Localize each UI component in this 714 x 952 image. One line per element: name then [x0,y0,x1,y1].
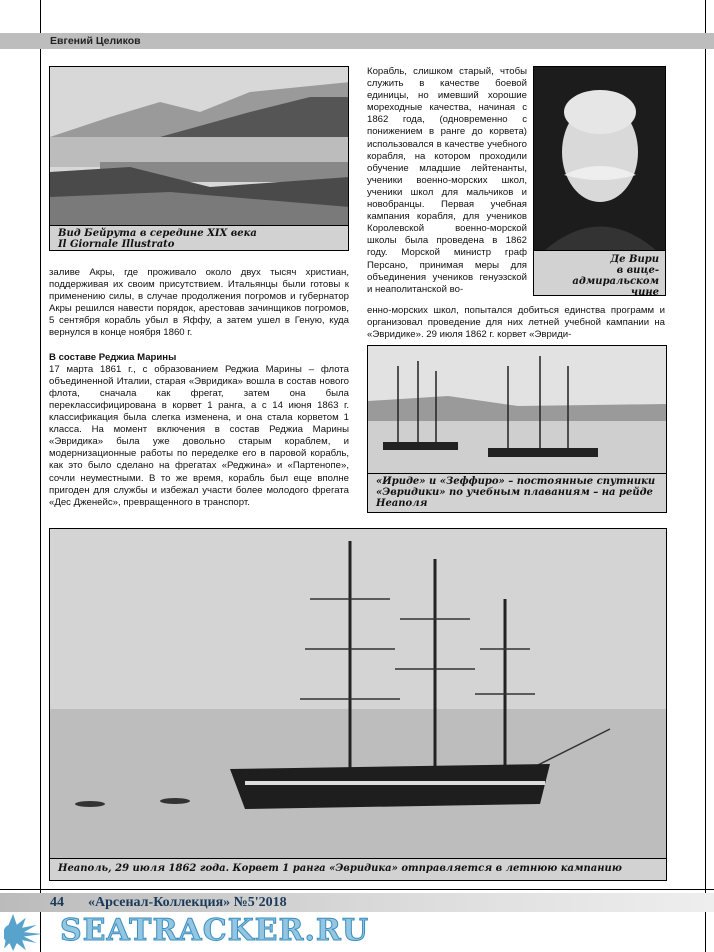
beirut-engraving-image [50,67,349,227]
figure-beirut [49,66,349,251]
footer-rule [0,889,714,890]
ships-at-anchor-image [368,346,667,474]
left-margin-rule [40,0,41,952]
beirut-caption-source: Il Giornale Illustrato [58,239,175,250]
beirut-caption-title: Вид Бейрута в середине XIX века [58,228,257,239]
portrait-caption-rank-end: чине [630,287,659,296]
corvette-caption: Неаполь, 29 июля 1862 года. Корвет 1 ранга «Эвридика» отправляется в летнюю кампанию [58,863,622,874]
article-right-column-text [367,66,527,296]
figure-ships [367,345,667,513]
figure-corvette [49,528,667,881]
watermark-text: SEATRACKER.RU [60,913,369,948]
article-right-wide-text [367,305,665,341]
article-paragraph: енно-морских школ, попытался добиться единства программ и организовал проведение для них летней учебной кампании на «Эвридике». 29 июля 1862 г. корвет «Эвриди- [367,305,665,341]
portrait-caption-name: Де Вири [610,254,659,265]
section-heading: В составе Реджиа Марины [49,351,177,363]
de-viri-portrait-image [534,67,666,251]
author-name: Евгений Целиков [50,35,141,47]
article-paragraph: Корабль, слишком старый, чтобы служить в качестве боевой единицы, но имевший хорошие мореходные качества, начиная с 1862 года, (одновременно с понижением в ранге до корвета) использовался в качестве учебного корабля, на котором проходили обучение младшие лейтенанты, ученики военно-морских школ, ученики школ для мальчиков и новобранцы. Первая учебная кампания корабля, для учеников Королевской военно-морской школы была проведена в 1862 году. Морской министр граф Персано, принимая меры для объединения учеников генуэзской и неаполитанской во- [367,66,527,295]
page-number: 44 [50,895,64,910]
portrait-caption-rank: в вице-адмиральском [572,265,659,287]
magazine-issue: «Арсенал-Коллекция» №5'2018 [88,895,287,910]
right-margin-rule [705,0,706,952]
figure-portrait [533,66,666,296]
article-paragraph: заливе Акры, где проживало около двух тысяч христиан, поддерживая их своим присутствием. Итальянцы были готовы к применению силы, в случае продолжения погромов и губернатор Акры решился навести порядок, арестовав зачинщиков погромов, 5 сентября корабль убыл в Яффу, а затем ушел в Геную, куда вернулся в конце ноября 1860 г. [49,267,349,339]
corvette-euridice-image [50,529,667,859]
watermark-starburst-logo [4,914,44,951]
ships-caption: «Ириде» и «Зеффиро» – постоянные спутники «Эвридики» по учебным плаваниям – на рейде Неаполя [376,476,656,509]
article-left-column-text [49,267,349,509]
article-paragraph: 17 марта 1861 г., с образованием Реджиа Марины – флота объединенной Италии, старая «Эвридика» вошла в состав нового флота, сначала как фрегат, затем она была переклассифицирована в корвет 1 ранга, а с 14 июня 1863 г. классификация была слегка изменена, и она стала корветом 1 класса. На момент включения в состав Реджиа Марины «Эвридика» была уже довольно старым кораблем, и модернизационные работы по переделке его в паровой корабль, как это было сделано на фрегатах «Реджина» и «Партенопе», сочли неуместными. В то же время, корабль был еще вполне пригоден для службы и избежал участи более молодого фрегата «Дес Дженейс», превращенного в транспорт. [49,363,349,508]
